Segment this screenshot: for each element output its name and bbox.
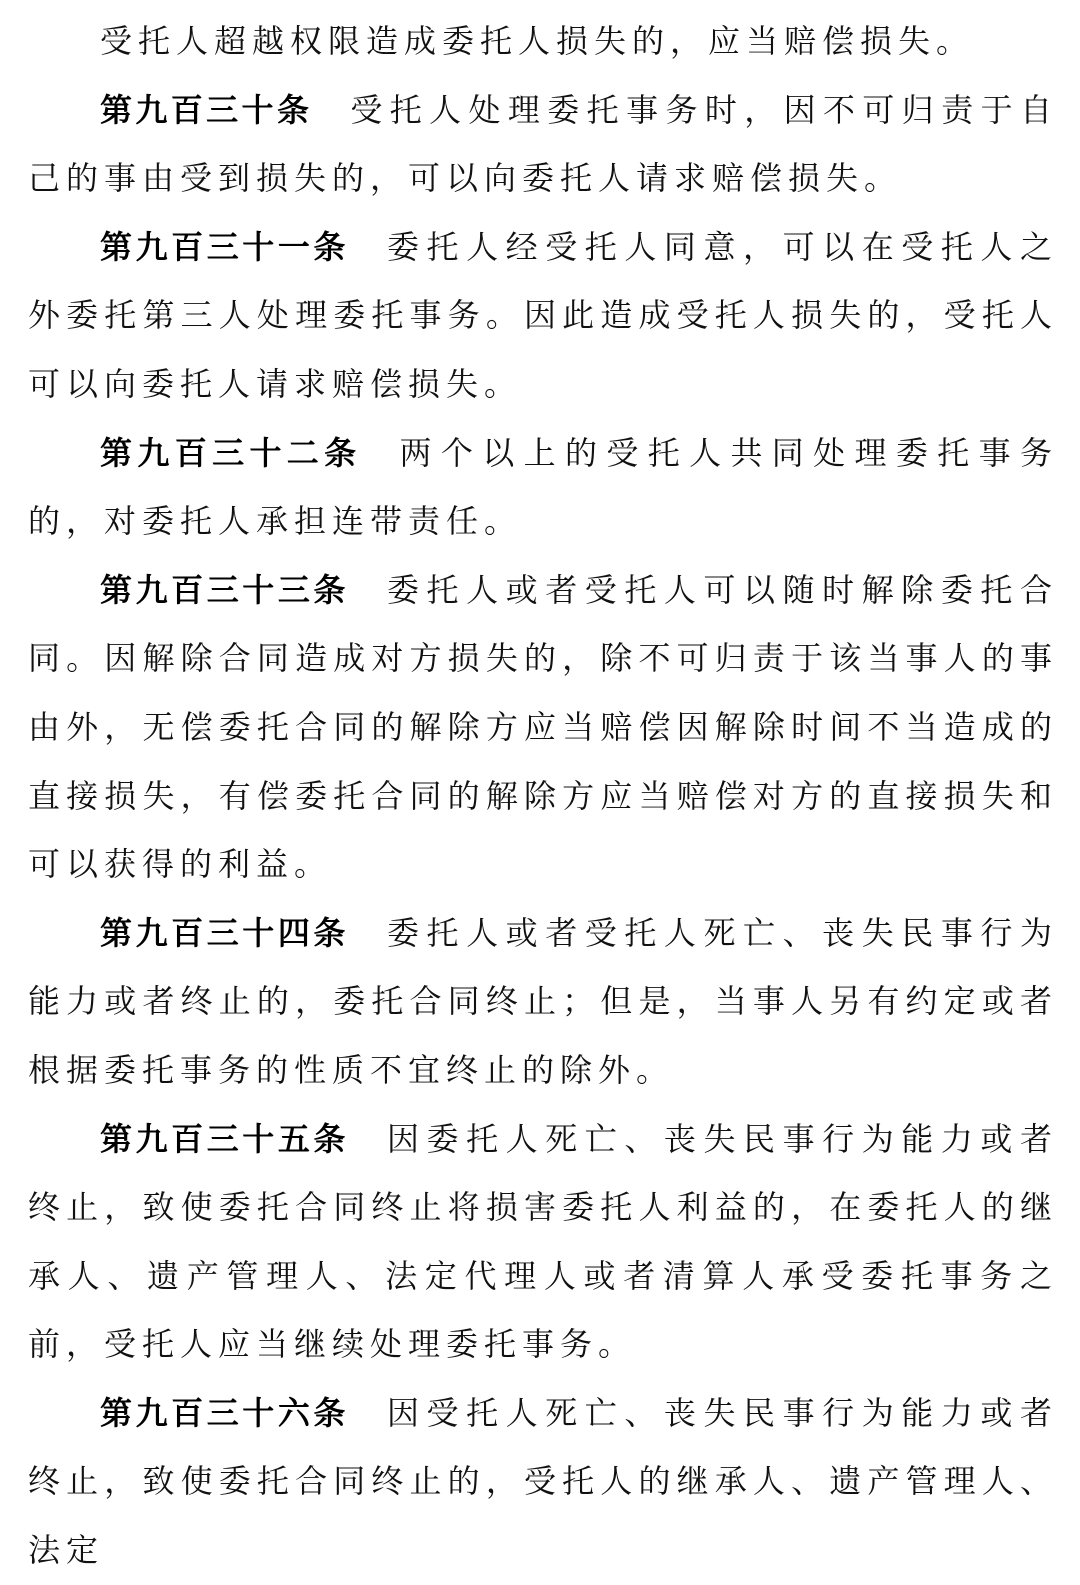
document-page: [28, 0, 1058, 1585]
article-933: [28, 556, 1058, 899]
article-931: [28, 213, 1058, 419]
article-text: 因委托人死亡、丧失民事行为能力或者终止，致使委托合同终止将损害委托人利益的，在委托人的继承人、遗产管理人、法定代理人或者清算人承受委托事务之前，受托人应当继续处理委托事务。: [28, 1119, 1058, 1364]
article-934: [28, 899, 1058, 1105]
article-text: 委托人或者受托人死亡、丧失民事行为能力或者终止的，委托合同终止；但是，当事人另有约定或者根据委托事务的性质不宜终止的除外。: [28, 913, 1058, 1089]
article-text: 委托人经受托人同意，可以在受托人之外委托第三人处理委托事务。因此造成受托人损失的，受托人可以向委托人请求赔偿损失。: [28, 227, 1058, 403]
article-text: 受托人处理委托事务时，因不可归责于自己的事由受到损失的，可以向委托人请求赔偿损失。: [28, 90, 1058, 198]
article-heading: 第九百三十六条: [100, 1393, 349, 1432]
article-932: [28, 419, 1058, 556]
article-text: 因受托人死亡、丧失民事行为能力或者终止，致使委托合同终止的，受托人的继承人、遗产管理人、法定: [28, 1393, 1058, 1570]
article-heading: 第九百三十条: [100, 90, 313, 129]
article-text: 委托人或者受托人可以随时解除委托合同。因解除合同造成对方损失的，除不可归责于该当事人的事由外，无偿委托合同的解除方应当赔偿因解除时间不当造成的直接损失，有偿委托合同的解除方应当赔偿对方的直接损失和可以获得的利益。: [28, 570, 1058, 884]
paragraph-0: [28, 7, 1058, 76]
article-930: [28, 76, 1058, 213]
article-text: 两个以上的受托人共同处理委托事务的，对委托人承担连带责任。: [28, 433, 1058, 541]
article-heading: 第九百三十一条: [100, 227, 349, 266]
article-heading: 第九百三十五条: [100, 1119, 349, 1158]
article-heading: 第九百三十四条: [100, 913, 349, 952]
article-heading: 第九百三十二条: [100, 433, 362, 472]
article-heading: 第九百三十三条: [100, 570, 349, 609]
article-text: 受托人超越权限造成委托人损失的，应当赔偿损失。: [100, 22, 975, 60]
article-936: [28, 1379, 1058, 1585]
article-935: [28, 1105, 1058, 1379]
